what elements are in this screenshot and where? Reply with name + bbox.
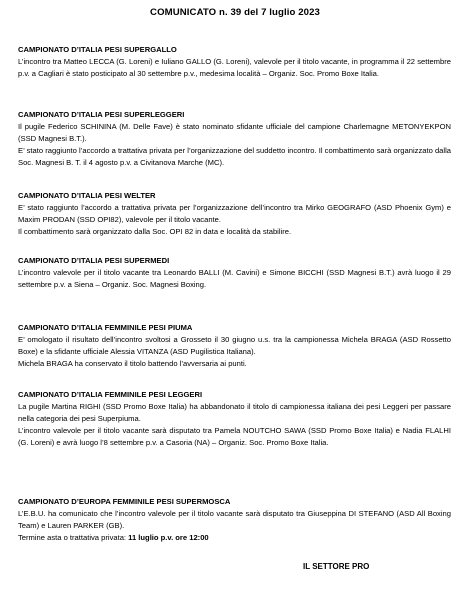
section-heading: CAMPIONATO D’ITALIA PESI SUPERGALLO [18, 45, 177, 54]
section-heading: CAMPIONATO D’ITALIA PESI WELTER [18, 191, 156, 200]
section-paragraph: L’incontro valevole per il titolo vacante tra Leonardo BALLI (M. Cavini) e Simone BICCHI (SSD Magnesi B.T.) avrà luogo il 29 settembre p.v. a Siena – Organiz. Soc. Magnesi Boxing. [18, 267, 451, 289]
section-paragraph: La pugile Martina RIGHI (SSD Promo Boxe Italia) ha abbandonato il titolo di campionessa italiana dei pesi Leggeri per passare nella categoria dei pesi Superpiuma. [18, 401, 451, 423]
section-paragraph: E’ stato raggiunto l’accordo a trattativa privata per l’organizzazione del suddetto incontro. Il combattimento sarà organizzato dalla Soc. Magnesi B. T. il 4 agosto p.v. a Civitanova Marche (MC). [18, 145, 451, 168]
section-paragraph: L’incontro valevole per il titolo vacante sarà disputato tra Pamela NOUTCHO SAWA (SSD Promo Boxe Italia) e Nadia FLALHI (G. Loreni) e avrà luogo l’8 settembre p.v. a Casoria (NA) – Organiz. Soc. Promo Boxe Italia. [18, 425, 451, 448]
signature: IL SETTORE PRO [303, 562, 370, 571]
section-heading: CAMPIONATO D’ITALIA PESI SUPERMEDI [18, 256, 170, 265]
section-paragraph: L’incontro tra Matteo LECCA (G. Loreni) e Iuliano GALLO (G. Loreni), valevole per il titolo vacante, in programma il 22 settembre p.v. a Cagliari è stato posticipato al 30 settembre p.v., medesima località – Organiz. Soc. Promo Boxe Italia. [18, 56, 451, 78]
deadline-line [18, 532, 451, 544]
section-superleggeri [18, 109, 451, 169]
section-femminile-piuma [18, 322, 451, 370]
section-heading: CAMPIONATO D’EUROPA FEMMINILE PESI SUPERMOSCA [18, 497, 231, 506]
section-paragraph: E’ omologato il risultato dell’incontro svoltosi a Grosseto il 30 giugno u.s. tra la campionessa Michela BRAGA (ASD Rossetto Boxe) e la sfidante ufficiale Alessia VITANZA (ASD Pugilistica Italiana). [18, 334, 451, 356]
document-title: COMUNICATO n. 39 del 7 luglio 2023 [150, 7, 320, 18]
section-heading: CAMPIONATO D’ITALIA FEMMINILE PESI PIUMA [18, 323, 193, 332]
section-europa-supermosca [18, 496, 451, 544]
section-paragraph: E’ stato raggiunto l’accordo a trattativa privata per l’organizzazione dell’incontro tra Mirko GEOGRAFO (ASD Phoenix Gym) e Maxim PRODAN (SSD OPI82), valevole per il titolo vacante. [18, 202, 451, 224]
section-heading: CAMPIONATO D’ITALIA FEMMINILE PESI LEGGERI [18, 390, 203, 399]
deadline-value: 11 luglio p.v. ore 12:00 [128, 532, 209, 542]
section-supermedi [18, 255, 451, 291]
deadline-label: Termine asta o trattativa privata: [18, 532, 129, 542]
section-supergallo [18, 44, 451, 80]
section-heading: CAMPIONATO D’ITALIA PESI SUPERLEGGERI [18, 110, 185, 119]
section-paragraph: Michela BRAGA ha conservato il titolo battendo l’avversaria ai punti. [18, 358, 247, 368]
section-paragraph: Il combattimento sarà organizzato dalla Soc. OPI 82 in data e località da stabilire. [18, 226, 292, 236]
section-paragraph: Il pugile Federico SCHININA (M. Delle Fave) è stato nominato sfidante ufficiale del campione Charlemagne METONYEKPON (SSD Magnesi B.T.). [18, 121, 451, 143]
section-femminile-leggeri [18, 389, 451, 449]
section-welter [18, 190, 451, 238]
section-paragraph: L’E.B.U. ha comunicato che l’incontro valevole per il titolo vacante sarà disputato tra Giuseppina DI STEFANO (ASD All Boxing Team) e Lauren PARKER (GB). [18, 508, 451, 530]
